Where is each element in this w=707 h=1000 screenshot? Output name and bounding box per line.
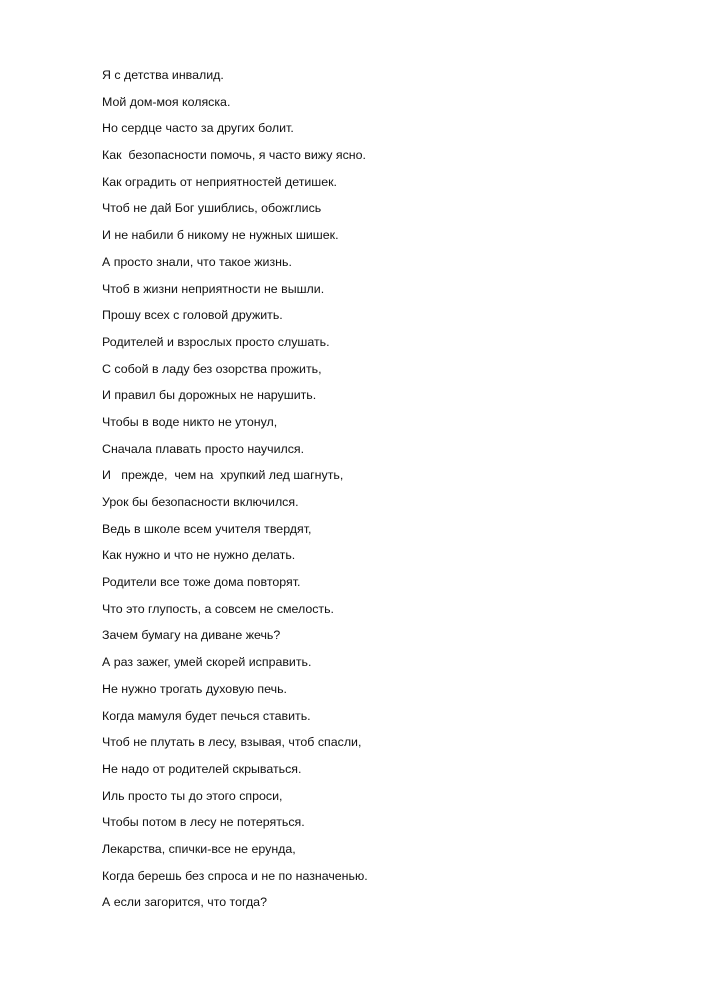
poem-line: Но сердце часто за других болит. [102,121,294,136]
poem-line: Родители все тоже дома повторят. [102,575,301,590]
poem-line: Не надо от родителей скрываться. [102,761,302,776]
poem-line: Как безопасности помочь, я часто вижу ясно. [102,148,366,163]
poem-line: И прежде, чем на хрупкий лед шагнуть, [102,468,344,483]
poem-line: Зачем бумагу на диване жечь? [102,628,281,643]
poem-line: А просто знали, что такое жизнь. [102,254,292,269]
poem-line: Мой дом-моя коляска. [102,94,231,109]
poem-line: Лекарства, спички-все не ерунда, [102,841,296,856]
poem-line: Чтоб в жизни неприятности не вышли. [102,281,325,296]
poem-line: Урок бы безопасности включился. [102,495,299,509]
poem-line: Как нужно и что не нужно делать. [102,548,296,563]
poem-line: Ведь в школе всем учителя твердят, [102,521,312,536]
poem-line: Чтобы в воде никто не утонул, [102,414,278,429]
poem-line: С собой в ладу без озорства прожить, [102,361,322,376]
poem-line: Иль просто ты до этого спроси, [102,788,283,803]
poem-line: И правил бы дорожных не нарушить. [102,388,317,403]
poem-line: Чтоб не плутать в лесу, взывая, чтоб спасли, [102,735,362,750]
poem-line: А раз зажег, умей скорей исправить. [102,655,312,670]
poem-line: Сначала плавать просто научился. [102,441,305,456]
poem-line: Чтобы потом в лесу не потеряться. [102,815,305,830]
poem-line: Прошу всех с головой дружить. [102,308,283,323]
poem-line: Что это глупость, а совсем не смелость. [102,601,334,616]
poem-line: А если загорится, что тогда? [102,895,267,910]
poem-line: Не нужно трогать духовую печь. [102,681,287,696]
poem-line: Родителей и взрослых просто слушать. [102,334,330,349]
poem-text [102,66,368,920]
poem-line: И не набили б никому не нужных шишек. [102,228,339,243]
poem-line: Когда мамуля будет печься ставить. [102,708,311,723]
poem-line: Когда берешь без спроса и не по назначенью. [102,868,368,883]
poem-line: Как оградить от неприятностей детишек. [102,174,337,189]
poem-line: Чтоб не дай Бог ушиблись, обожглись [102,201,322,216]
poem-line: Я с детства инвалид. [102,68,224,82]
